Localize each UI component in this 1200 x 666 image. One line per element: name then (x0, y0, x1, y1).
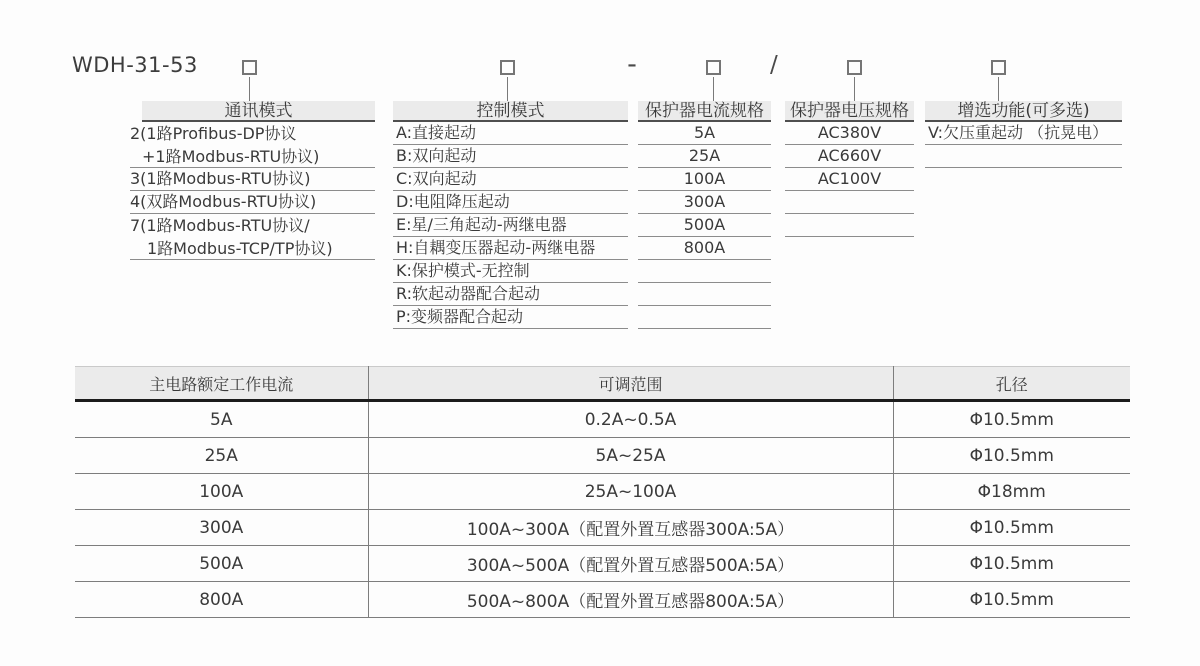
table-header-adjustable-range: 可调范围 (368, 367, 893, 401)
table-header-hole-diameter: 孔径 (893, 367, 1130, 401)
connector-line-voltage (854, 77, 855, 101)
column-header: 控制模式 (393, 101, 628, 122)
column-item: B:双向起动 (393, 145, 628, 168)
column-item (785, 214, 914, 237)
table-row (75, 438, 1130, 474)
table-cell: 25A (75, 438, 368, 474)
table-cell: 300A~500A（配置外置互感器500A:5A） (368, 546, 893, 582)
table-row (75, 546, 1130, 582)
column-item: 25A (638, 145, 771, 168)
column-voltage-rating (785, 101, 914, 237)
column-item (638, 283, 771, 306)
column-item: 4(双路Modbus-RTU协议) (130, 191, 375, 214)
column-item: AC660V (785, 145, 914, 168)
table-cell: Φ10.5mm (893, 582, 1130, 618)
column-current-rating (638, 101, 771, 329)
spec-box-voltage-rating (847, 60, 862, 75)
connector-line-option (998, 77, 999, 101)
column-item-line: 2(1路Profibus-DP协议 (130, 124, 297, 143)
column-header: 保护器电流规格 (638, 101, 771, 122)
column-item (130, 122, 375, 168)
table-cell: Φ10.5mm (893, 510, 1130, 546)
column-item: K:保护模式-无控制 (393, 260, 628, 283)
column-item: R:软起动器配合起动 (393, 283, 628, 306)
table-header-rated-current: 主电路额定工作电流 (75, 367, 368, 401)
table-cell: Φ10.5mm (893, 438, 1130, 474)
column-item: 100A (638, 168, 771, 191)
column-item: 5A (638, 122, 771, 145)
connector-line-control (507, 77, 508, 101)
table-cell: 5A (75, 401, 368, 438)
ratings-table (75, 366, 1130, 618)
table-row (75, 474, 1130, 510)
column-item: AC100V (785, 168, 914, 191)
column-item: P:变频器配合起动 (393, 306, 628, 329)
column-item (925, 145, 1122, 168)
table-header-row (75, 367, 1130, 401)
column-item-line: +1路Modbus-RTU协议) (142, 147, 320, 166)
table-cell: 0.2A~0.5A (368, 401, 893, 438)
column-header: 增选功能(可多选) (925, 101, 1122, 122)
connector-line-current (713, 77, 714, 101)
table-cell: 500A~800A（配置外置互感器800A:5A） (368, 582, 893, 618)
column-item: 500A (638, 214, 771, 237)
table-cell: 25A~100A (368, 474, 893, 510)
column-comm-mode (130, 101, 375, 260)
spec-box-comm-mode (242, 60, 257, 75)
spec-box-control-mode (500, 60, 515, 75)
column-item (638, 306, 771, 329)
connector-line-comm (249, 77, 250, 101)
column-item (130, 214, 375, 260)
column-item (638, 260, 771, 283)
model-dash-separator: - (627, 49, 637, 80)
table-cell: Φ10.5mm (893, 546, 1130, 582)
column-item-line: 7(1路Modbus-RTU协议/ (130, 216, 310, 235)
spec-box-optional-function (991, 60, 1006, 75)
column-item: D:电阻降压起动 (393, 191, 628, 214)
table-cell: 100A (75, 474, 368, 510)
table-cell: 800A (75, 582, 368, 618)
column-control-mode (393, 101, 628, 329)
table-cell: 5A~25A (368, 438, 893, 474)
model-code: WDH-31-53 (72, 53, 198, 77)
table-cell: Φ18mm (893, 474, 1130, 510)
table-cell: 500A (75, 546, 368, 582)
column-item: A:直接起动 (393, 122, 628, 145)
column-optional-functions (925, 101, 1122, 168)
column-item (785, 191, 914, 214)
table-cell: 300A (75, 510, 368, 546)
table-cell: 100A~300A（配置外置互感器300A:5A） (368, 510, 893, 546)
column-item-line: 1路Modbus-TCP/TP协议) (147, 239, 333, 258)
table-cell: Φ10.5mm (893, 401, 1130, 438)
column-item: 3(1路Modbus-RTU协议) (130, 168, 375, 191)
column-item: V:欠压重起动 （抗晃电） (925, 122, 1122, 145)
table-row (75, 510, 1130, 546)
column-header: 通讯模式 (142, 101, 375, 122)
column-item: 300A (638, 191, 771, 214)
column-header: 保护器电压规格 (785, 101, 914, 122)
column-item: C:双向起动 (393, 168, 628, 191)
column-item: 800A (638, 237, 771, 260)
spec-box-current-rating (706, 60, 721, 75)
column-item: H:自耦变压器起动-两继电器 (393, 237, 628, 260)
table-row (75, 401, 1130, 438)
table-row (75, 582, 1130, 618)
column-item: E:星/三角起动-两继电器 (393, 214, 628, 237)
column-item: AC380V (785, 122, 914, 145)
model-slash-separator: / (770, 52, 778, 78)
